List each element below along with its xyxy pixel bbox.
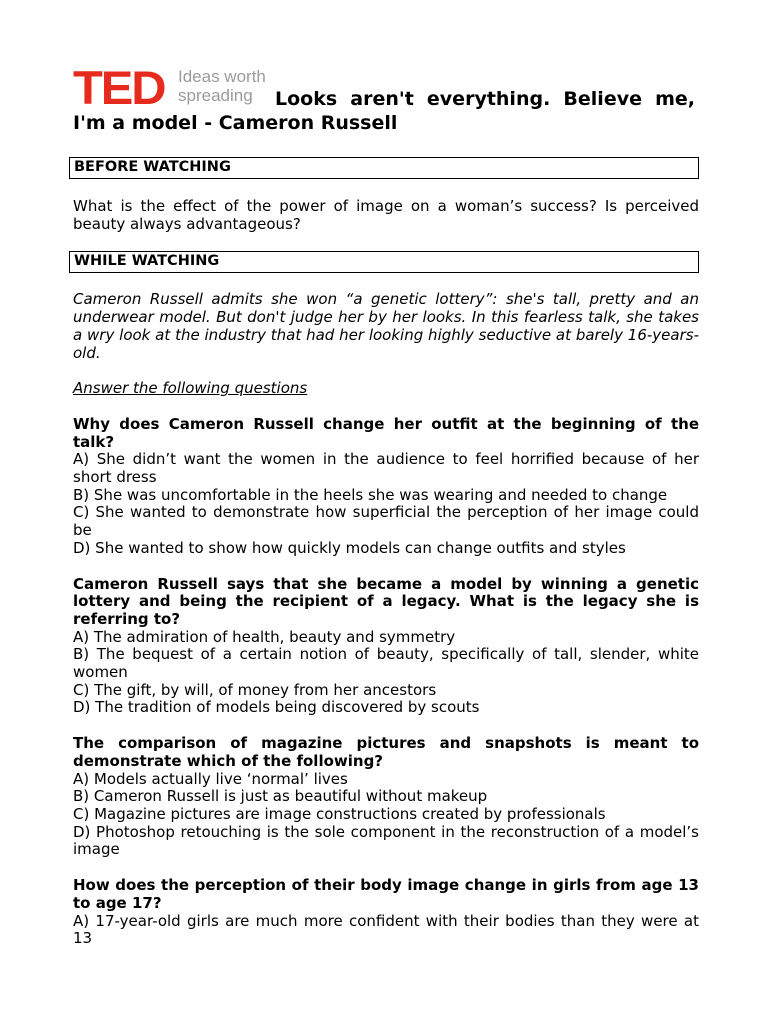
before-watching-heading: BEFORE WATCHING <box>69 157 699 179</box>
answer-option: A) Models actually live ‘normal’ lives <box>73 769 348 788</box>
question-block <box>73 877 699 948</box>
ted-tagline-line-1: Ideas worth <box>178 67 266 86</box>
answer-option: A) The admiration of health, beauty and symmetry <box>73 627 456 646</box>
question-text: Why does Cameron Russell change her outfit at the beginning of the talk? <box>73 414 699 451</box>
question-text: Cameron Russell says that she became a model by winning a genetic lottery and being the recipient of a legacy. What is the legacy she is referring to? <box>73 574 699 628</box>
question-block <box>73 576 699 718</box>
question-block <box>73 735 699 859</box>
ted-logo: TED <box>73 61 165 114</box>
instructions: Answer the following questions <box>73 379 308 398</box>
answer-option: B) The bequest of a certain notion of beauty, specifically of tall, slender, white women <box>73 645 699 682</box>
answer-option: B) She was uncomfortable in the heels she was wearing and needed to change <box>73 485 668 504</box>
question-text: The comparison of magazine pictures and snapshots is meant to demonstrate which of the following? <box>73 734 699 770</box>
answer-option: D) Photoshop retouching is the sole component in the reconstruction of a model’s image <box>73 822 699 859</box>
answer-option: D) The tradition of models being discovered by scouts <box>73 698 480 717</box>
answer-option: C) She wanted to demonstrate how superficial the perception of her image could be <box>73 503 699 540</box>
while-watching-heading: WHILE WATCHING <box>69 251 699 273</box>
answer-option: C) Magazine pictures are image constructions created by professionals <box>73 804 606 823</box>
answer-option: C) The gift, by will, of money from her ancestors <box>73 680 437 699</box>
answer-option: A) She didn’t want the women in the audience to feel horrified because of her short dress <box>73 450 699 487</box>
question-block <box>73 416 699 558</box>
header <box>73 61 699 134</box>
page-title: Looks aren't everything. Believe me, I'm a model - Cameron Russell <box>73 88 695 134</box>
before-watching-text: What is the effect of the power of image on a woman’s success? Is perceived beauty always advantageous? <box>73 197 699 233</box>
answer-option: A) 17-year-old girls are much more confident with their bodies than they were at 13 <box>73 911 699 948</box>
worksheet-page <box>73 61 699 948</box>
question-text: How does the perception of their body image change in girls from age 13 to age 17? <box>73 876 699 912</box>
answer-option: B) Cameron Russell is just as beautiful without makeup <box>73 787 488 806</box>
ted-tagline-line-2: spreading <box>178 86 253 105</box>
talk-summary: Cameron Russell admits she won “a genetic lottery”: she's tall, pretty and an underwear model. But don't judge her by her looks. In this fearless talk, she takes a wry look at the industry that had her looking highly seductive at barely 16-years-old. <box>73 290 699 362</box>
answer-option: D) She wanted to show how quickly models can change outfits and styles <box>73 538 626 557</box>
